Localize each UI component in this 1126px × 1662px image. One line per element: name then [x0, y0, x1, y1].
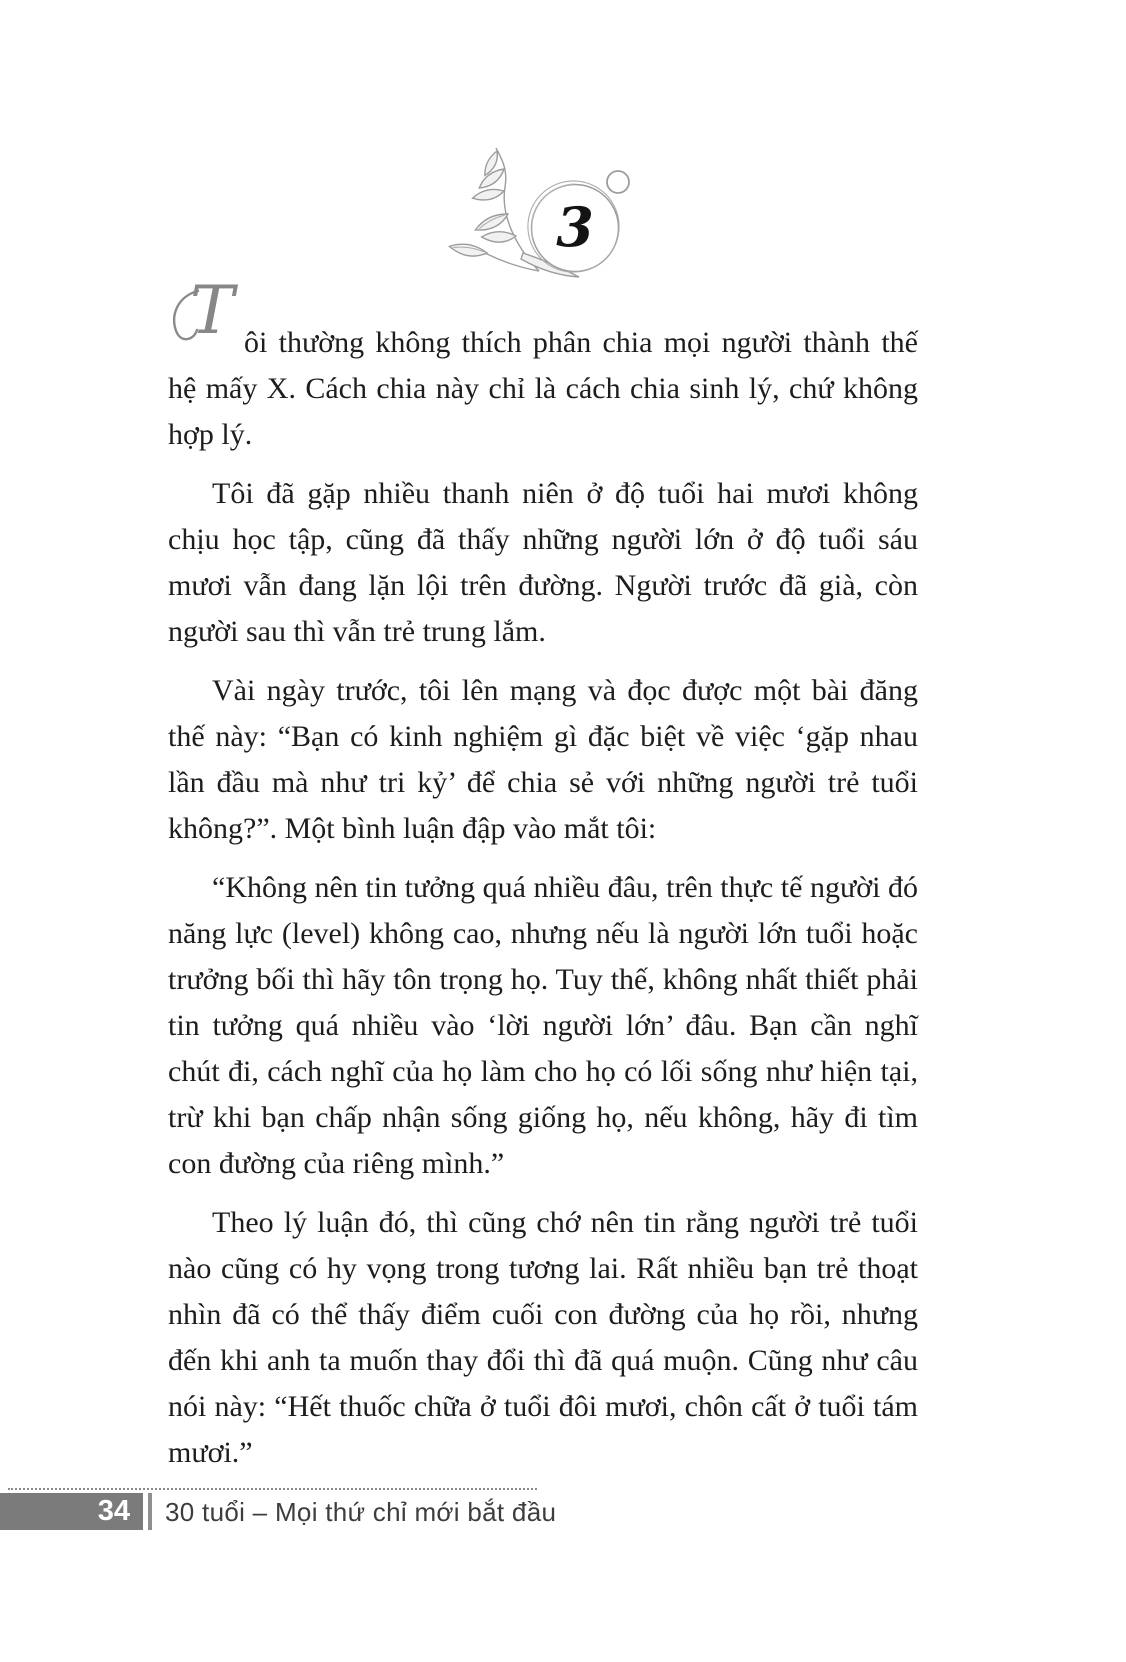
dot-circle-icon — [607, 171, 629, 193]
paragraph: Tôi đã gặp nhiều thanh niên ở độ tuổi hai mươi không chịu học tập, cũng đã thấy những người lớn ở độ tuổi sáu mươi vẫn đang lặn lội trên đường. Người trước đã già, còn người sau thì vẫn trẻ trung lắm. — [168, 477, 918, 648]
paragraph: “Không nên tin tưởng quá nhiều đâu, trên thực tế người đó năng lực (level) không cao, nhưng nếu là người lớn tuổi hoặc trưởng bối thì hãy tôn trọng họ. Tuy thế, không nhất thiết phải tin tưởng quá nhiều vào ‘lời người lớn’ đâu. Bạn cần nghĩ chút đi, cách nghĩ của họ làm cho họ có lối sống như hiện tại, trừ khi bạn chấp nhận sống giống họ, nếu không, hãy đi tìm con đường của riêng mình.” — [168, 871, 918, 1180]
paragraph-text: ôi thường không thích phân chia mọi người thành thế hệ mấy X. Cách chia này chỉ là cách chia sinh lý, chứ không hợp lý. — [168, 326, 918, 451]
drop-cap-letter: T — [190, 272, 235, 349]
page-content — [168, 272, 918, 1489]
footer-divider — [148, 1493, 152, 1530]
book-title: 30 tuổi – Mọi thứ chỉ mới bắt đầu — [165, 1497, 557, 1527]
chapter-number: 3 — [556, 195, 594, 259]
paragraph: Theo lý luận đó, thì cũng chớ nên tin rằng người trẻ tuổi nào cũng có hy vọng trong tương lai. Rất nhiều bạn trẻ thoạt nhìn đã có thể thấy điểm cuối con đường của họ rồi, nhưng đến khi anh ta muốn thay đổi thì đã quá muộn. Cũng như câu nói này: “Hết thuốc chữa ở tuổi đôi mươi, chôn cất ở tuổi tám mươi.” — [168, 1206, 918, 1469]
chapter-ornament — [425, 135, 665, 293]
page-number: 34 — [97, 1495, 130, 1527]
paragraph — [168, 272, 918, 458]
footer-dotted-rule — [8, 1488, 537, 1490]
paragraph: Vài ngày trước, tôi lên mạng và đọc được một bài đăng thế này: “Bạn có kinh nghiệm gì đặc biệt về việc ‘gặp nhau lần đầu mà như tri kỷ’ để chia sẻ với những người trẻ tuổi không?”. Một bình luận đập vào mắt tôi: — [168, 674, 918, 845]
drop-cap-initial — [168, 272, 244, 352]
page-number-badge — [0, 1493, 143, 1530]
